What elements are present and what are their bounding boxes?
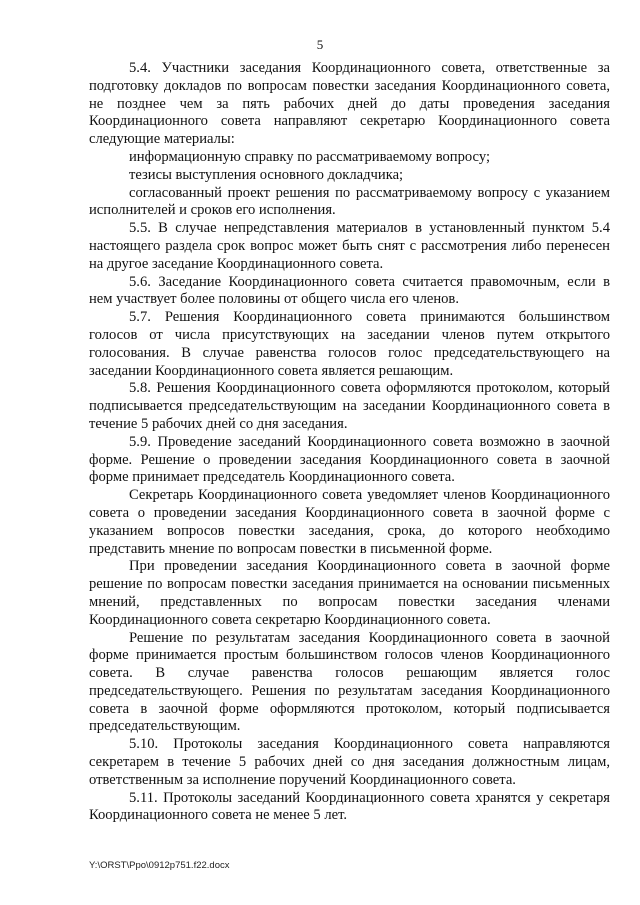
paragraph-5-6: 5.6. Заседание Координационного совета считается правомочным, если в нем участвует более половины от общего числа его членов. <box>89 273 610 308</box>
footer-file-path: Y:\ORST\Ppo\0912p751.f22.docx <box>89 860 230 871</box>
list-item: согласованный проект решения по рассматриваемому вопросу с указанием исполнителей и сроков его исполнения. <box>89 184 610 219</box>
document-body <box>89 60 610 825</box>
paragraph-5-8: 5.8. Решения Координационного совета оформляются протоколом, который подписывается председательствующим на заседании Координационного совета в течение 5 рабочих дней со дня заседания. <box>89 380 610 432</box>
paragraph-secretary-notice: Секретарь Координационного совета уведомляет членов Координационного совета о проведении заседания Координационного совета в заочной форме с указанием вопросов повестки заседания, срока, до которого необходимо представить мнение по вопросам повестки в письменной форме. <box>89 487 610 557</box>
paragraph-5-5: 5.5. В случае непредставления материалов в установленный пунктом 5.4 настоящего раздела срок вопрос может быть снят с рассмотрения либо перенесен на другое заседание Координационного совета. <box>89 220 610 272</box>
paragraph-5-9: 5.9. Проведение заседаний Координационного совета возможно в заочной форме. Решение о проведении заседания Координационного совета в заочной форме принимает председатель Координационного совета. <box>89 433 610 486</box>
paragraph-5-10: 5.10. Протоколы заседания Координационного совета направляются секретарем в течение 5 рабочих дней со дня заседания должностным лицам, ответственным за исполнение поручений Координационного совета. <box>89 736 610 788</box>
paragraph-5-7: 5.7. Решения Координационного совета принимаются большинством голосов от числа присутствующих на заседании членов путем открытого голосования. В случае равенства голосов голос председательствующего на заседании Координационного совета является решающим. <box>89 309 610 379</box>
paragraph-absentee-result: Решение по результатам заседания Координационного совета в заочной форме принимается простым большинством голосов членов Координационного совета. В случае равенства голосов решающим является голос председательствующего. Решения по результатам заседания Координационного совета в заочной форме оформляются протоколом, который подписывается председательствующим. <box>89 629 610 735</box>
list-item: информационную справку по рассматриваемому вопросу; <box>129 148 490 165</box>
page-number: 5 <box>316 37 324 52</box>
paragraph-absentee-decision: При проведении заседания Координационного совета в заочной форме решение по вопросам повестки заседания принимается на основании письменных мнений, представленных по вопросам повестки заседания членами Координационного совета секретарю Координационного совета. <box>89 558 610 628</box>
paragraph-5-11: 5.11. Протоколы заседаний Координационного совета хранятся у секретаря Координационного совета не менее 5 лет. <box>89 789 610 824</box>
paragraph-5-4: 5.4. Участники заседания Координационного совета, ответственные за подготовку докладов по вопросам повестки заседания Координационного совета, не позднее чем за пять рабочих дней до даты проведения заседания Координационного совета направляют секретарю Координационного совета следующие материалы: <box>89 60 610 148</box>
list-item: тезисы выступления основного докладчика; <box>129 166 404 183</box>
